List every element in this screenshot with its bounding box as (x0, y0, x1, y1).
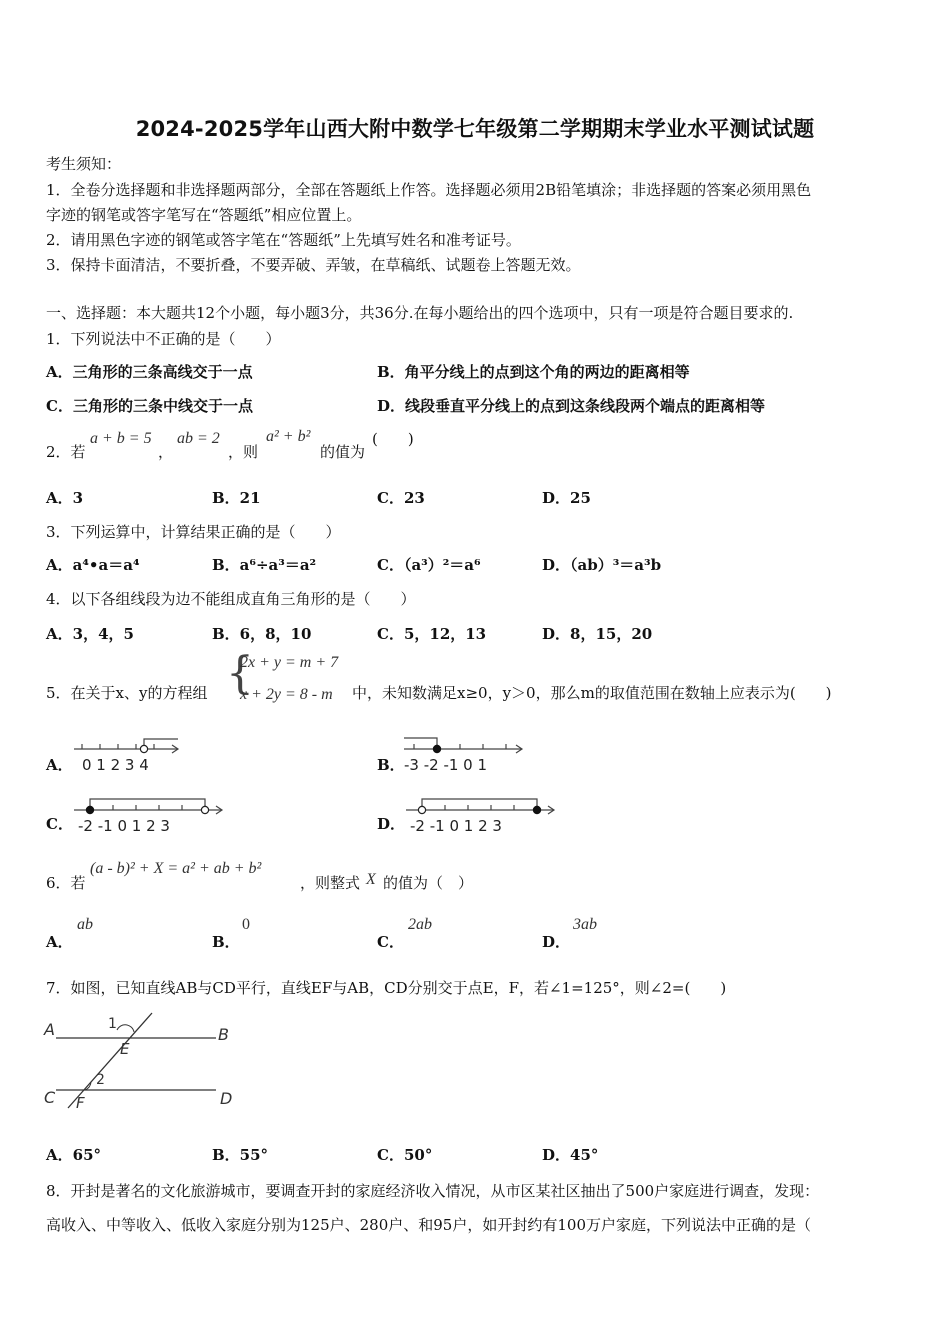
q7-option-d: D．45° (542, 1146, 599, 1164)
notice-item-1b: 字迹的钢笔或答字笔写在“答题纸”相应位置上。 (46, 206, 362, 224)
q2-suffix: 的值为 (320, 443, 366, 461)
label-c: C (44, 1088, 56, 1107)
page-title: 2024-2025学年山西大附中数学七年级第二学期期末学业水平测试试题 (135, 117, 815, 141)
q5-option-b-label: B． (377, 756, 405, 774)
q7-option-c: C．50° (377, 1146, 433, 1164)
q4-option-a: A．3，4，5 (46, 625, 134, 643)
q4-option-d: D．8，15，20 (542, 625, 653, 643)
q5-option-a-label: A． (46, 756, 73, 774)
q5-eq1: 2x + y = m + 7 (240, 654, 339, 671)
q5-number-line-b (400, 733, 530, 775)
q2-answer-paren: ( ) (372, 430, 414, 448)
q5-number-line-a (70, 733, 190, 775)
label-f: F (76, 1094, 85, 1112)
label-e: E (120, 1040, 130, 1058)
q5-axis-a-labels: 0 1 2 3 4 (82, 756, 149, 774)
q6-option-c-value: 2ab (408, 916, 432, 933)
label-angle-1: 1 (108, 1016, 117, 1032)
q6-option-a-value: ab (77, 916, 93, 933)
q6-option-b-label: B． (212, 933, 240, 951)
label-b: B (218, 1025, 229, 1044)
q5-axis-c-labels: -2 -1 0 1 2 3 (78, 817, 170, 835)
q2-prefix: 2．若 (46, 443, 86, 461)
q5-prefix: 5．在关于x、y的方程组 (46, 684, 208, 702)
label-a: A (44, 1020, 55, 1039)
q6-option-c-label: C． (377, 933, 404, 951)
q2-sep: ， (158, 443, 174, 461)
q3-stem: 3．下列运算中，计算结果正确的是（ ） (46, 523, 341, 541)
q5-option-c-label: C． (46, 815, 73, 833)
q2-option-c: C．23 (377, 489, 425, 507)
q3-option-d: D．（ab）³＝a³b (542, 556, 662, 574)
q5-number-line-d (402, 793, 562, 835)
q2-option-a: A．3 (46, 489, 84, 507)
q5-axis-d-labels: -2 -1 0 1 2 3 (410, 817, 502, 835)
q2-mid: ，则 (228, 443, 259, 461)
q4-option-b: B．6，8，10 (212, 625, 312, 643)
q1-option-d: D．线段垂直平分线上的点到这条线段两个端点的距离相等 (377, 397, 766, 415)
q1-option-c: C．三角形的三条中线交于一点 (46, 397, 253, 415)
q5-option-d-label: D． (377, 815, 406, 833)
q6-mid: ，则整式 (300, 874, 361, 892)
q5-eq2: x + 2y = 8 - m (240, 686, 333, 703)
q2-eq2: ab = 2 (177, 430, 220, 447)
q2-option-b: B．21 (212, 489, 261, 507)
label-angle-2: 2 (96, 1072, 105, 1088)
q5-suffix: 中，未知数满足x≥0，y＞0，那么m的取值范围在数轴上应表示为( ) (352, 684, 832, 702)
q2-expr: a² + b² (266, 428, 311, 445)
q6-option-b-value: 0 (242, 916, 250, 933)
notice-item-3: 3．保持卡面清洁，不要折叠，不要弄破、弄皱，在草稿纸、试题卷上答题无效。 (46, 256, 581, 274)
q6-option-a-label: A． (46, 933, 73, 951)
q7-option-b: B．55° (212, 1146, 269, 1164)
section-heading: 一、选择题：本大题共12个小题，每小题3分，共36分.在每小题给出的四个选项中，只有一项是符合题目要求的. (46, 304, 794, 322)
q2-eq1: a + b = 5 (90, 430, 152, 447)
q3-option-c: C．（a³）²＝a⁶ (377, 556, 481, 574)
q1-option-b: B．角平分线上的点到这个角的两边的距离相等 (377, 363, 690, 381)
label-d: D (220, 1089, 233, 1108)
q6-prefix: 6．若 (46, 874, 86, 892)
angle-1-arc (117, 1025, 134, 1032)
q3-option-a: A．a⁴•a＝a⁴ (46, 556, 140, 574)
notice-item-2: 2．请用黑色字迹的钢笔或答字笔在“答题纸”上先填写姓名和准考证号。 (46, 231, 521, 249)
q8-line-2: 高收入、中等收入、低收入家庭分别为125户、280户、和95户，如开封约有100万户家庭，下列说法中正确的是（ (46, 1216, 811, 1234)
q5-number-line-c (70, 793, 230, 835)
q7-parallel-lines-figure (40, 1010, 250, 1115)
q7-option-a: A．65° (46, 1146, 102, 1164)
notice-heading: 考生须知： (46, 155, 122, 173)
q6-suffix: 的值为（ ） (383, 874, 474, 892)
q7-stem: 7．如图，已知直线AB与CD平行，直线EF与AB，CD分别交于点E，F，若∠1=125°，则∠2=( ) (46, 979, 727, 997)
q4-stem: 4．以下各组线段为边不能组成直角三角形的是（ ） (46, 590, 416, 608)
q8-line-1: 8．开封是著名的文化旅游城市，要调查开封的家庭经济收入情况，从市区某社区抽出了500户家庭进行调查，发现： (46, 1182, 820, 1200)
q6-option-d-value: 3ab (573, 916, 597, 933)
q1-stem: 1．下列说法中不正确的是（ ） (46, 330, 281, 348)
q5-axis-b-labels: -3 -2 -1 0 1 (404, 756, 488, 774)
q2-option-d: D．25 (542, 489, 591, 507)
q6-equation: (a - b)² + X = a² + ab + b² (90, 860, 262, 877)
q6-option-d-label: D． (542, 933, 571, 951)
notice-item-1a: 1．全卷分选择题和非选择题两部分，全部在答题纸上作答。选择题必须用2B铅笔填涂；非选择题的答案必须用黑色 (46, 181, 812, 199)
q6-var: X (366, 871, 376, 888)
q3-option-b: B．a⁶÷a³＝a² (212, 556, 317, 574)
q4-option-c: C．5，12，13 (377, 625, 487, 643)
q1-option-a: A．三角形的三条高线交于一点 (46, 363, 253, 381)
q5-brace-icon: { (226, 648, 254, 699)
